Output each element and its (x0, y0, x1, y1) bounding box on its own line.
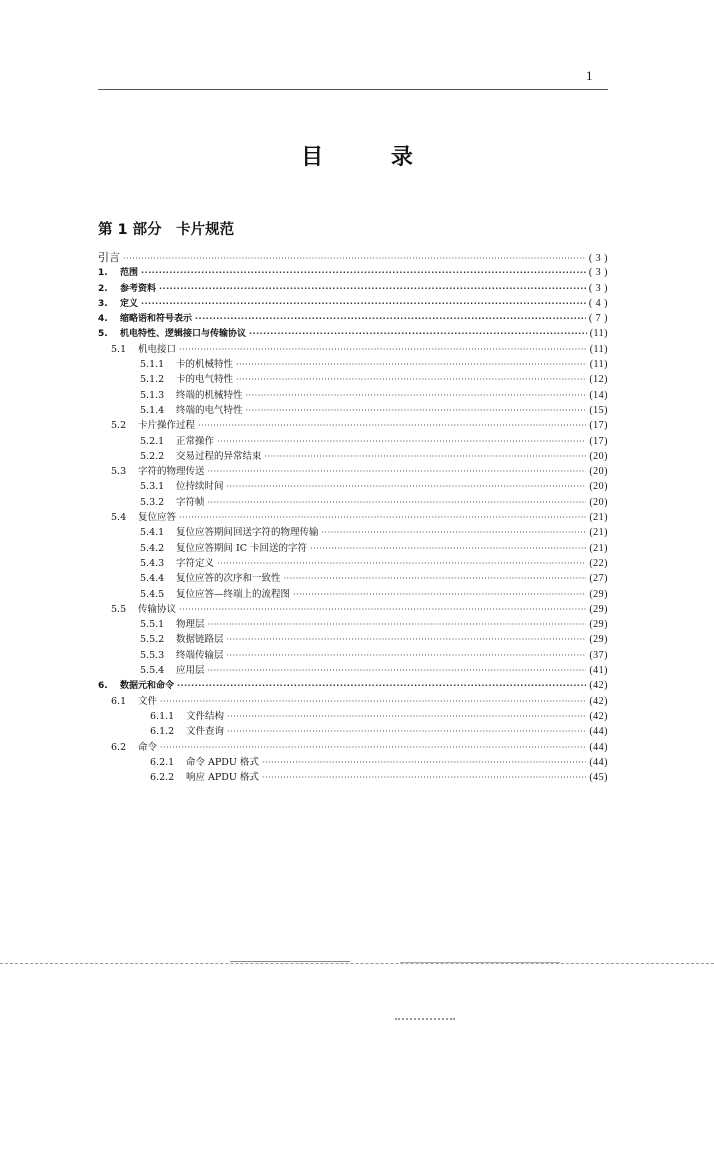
toc-entry (98, 464, 608, 479)
toc-entry-title: 字符定义 (176, 557, 215, 569)
toc-entry (98, 388, 608, 403)
toc-entry-page: (42) (589, 695, 608, 707)
toc-dot-leader (246, 403, 587, 418)
toc-entry-page: (17) (589, 420, 608, 432)
toc-entry-page: ( 7 ) (588, 313, 608, 325)
page-title: 目 录 (301, 145, 443, 170)
toc-entry-page: (12) (589, 374, 608, 386)
toc-entry-title: 正常操作 (176, 435, 215, 447)
toc-entry-page: (11) (589, 359, 608, 371)
toc-entry (98, 357, 608, 372)
toc-entry-title: 数据链路层 (176, 634, 224, 646)
toc-entry-page: ( 3 ) (588, 282, 608, 294)
toc-dot-leader (123, 251, 586, 266)
toc-entry-title: 复位应答期间 IC 卡回送的字符 (176, 542, 308, 554)
toc-entry (98, 418, 608, 433)
toc-entry (98, 678, 608, 693)
toc-entry-number: 5.5.3 (140, 649, 165, 661)
toc-entry-title: 参考资料 (120, 283, 157, 294)
toc-entry-title: 引言 (98, 251, 120, 264)
toc-entry-page: ( 4 ) (588, 297, 608, 309)
toc-entry (98, 479, 608, 494)
toc-dot-leader (179, 510, 586, 525)
toc-entry-title: 卡的机械特性 (176, 359, 234, 371)
toc-entry (98, 296, 608, 311)
toc-entry (98, 648, 608, 663)
toc-entry-number: 5. (98, 329, 108, 340)
toc-entry-title: 机电特性、逻辑接口与传输协议 (120, 329, 247, 340)
toc-entry-page: (22) (589, 557, 608, 569)
toc-entry-page: (11) (589, 328, 608, 340)
toc-entry-number: 2. (98, 283, 108, 294)
toc-entry-page: (21) (589, 542, 608, 554)
toc-entry-title: 文件结构 (186, 710, 225, 722)
toc-entry (98, 740, 608, 755)
toc-entry-page: (20) (589, 450, 608, 462)
toc-entry-page: (37) (589, 649, 608, 661)
toc-entry-page: ( 3 ) (588, 267, 608, 279)
toc-entry (98, 755, 608, 770)
toc-entry (98, 525, 608, 540)
footer-rule-segment (230, 961, 350, 962)
toc-dot-leader (179, 342, 587, 357)
toc-dot-leader (236, 372, 586, 387)
toc-entry (98, 632, 608, 647)
toc-entry-title: 命令 APDU 格式 (186, 756, 259, 768)
toc-entry-title: 交易过程的异常结束 (176, 450, 262, 462)
toc-entry-number: 5.3.2 (140, 496, 165, 508)
toc-dot-leader (208, 663, 587, 678)
toc-entry-title: 卡片操作过程 (138, 420, 196, 432)
toc-entry-number: 6.2.1 (150, 756, 175, 768)
toc-dot-leader (262, 755, 586, 770)
toc-dot-leader (141, 265, 586, 280)
toc-entry-title: 复位应答的次序和一致性 (176, 573, 281, 585)
toc-entry-title: 卡的电气特性 (176, 374, 234, 386)
toc-dot-leader (208, 617, 587, 632)
toc-dot-leader (293, 587, 586, 602)
part-heading: 第 1 部分 卡片规范 (98, 222, 235, 238)
toc-entry-number: 5.4 (111, 512, 127, 524)
toc-entry-number: 5.1.4 (140, 404, 165, 416)
toc-entry (98, 449, 608, 464)
table-of-contents (98, 250, 608, 785)
toc-dot-leader (160, 694, 586, 709)
toc-entry-number: 5.5.4 (140, 665, 165, 677)
toc-dot-leader (198, 418, 586, 433)
toc-entry (98, 281, 608, 296)
toc-entry-page: (17) (589, 435, 608, 447)
toc-entry-page: (20) (589, 496, 608, 508)
toc-dot-leader (227, 709, 586, 724)
page-number: 1 (586, 68, 593, 83)
toc-entry (98, 724, 608, 739)
toc-dot-leader (246, 388, 587, 403)
toc-entry-number: 5.3 (111, 466, 127, 478)
toc-entry-page: (44) (589, 741, 608, 753)
toc-entry-title: 复位应答—终端上的流程图 (176, 588, 291, 600)
toc-entry (98, 663, 608, 678)
toc-dot-leader (179, 602, 586, 617)
footer-rule-segment (400, 962, 560, 963)
toc-dot-leader (208, 495, 587, 510)
toc-dot-leader (322, 525, 587, 540)
toc-dot-leader (227, 632, 587, 647)
toc-entry-page: (14) (589, 389, 608, 401)
toc-dot-leader (195, 311, 586, 326)
toc-entry-number: 6.2.2 (150, 772, 175, 784)
toc-dot-leader (249, 326, 587, 341)
toc-entry-page: (42) (589, 680, 608, 692)
toc-entry (98, 265, 608, 280)
toc-entry-title: 终端的机械特性 (176, 389, 243, 401)
toc-entry (98, 541, 608, 556)
toc-entry (98, 709, 608, 724)
toc-entry-number: 5.4.3 (140, 557, 165, 569)
toc-entry-page: (41) (589, 665, 608, 677)
toc-entry-title: 机电接口 (138, 343, 177, 355)
toc-entry-page: (11) (589, 343, 608, 355)
toc-dot-leader (227, 648, 587, 663)
toc-entry-number: 5.1.1 (140, 359, 165, 371)
toc-entry-title: 复位应答期间回送字符的物理传输 (176, 527, 319, 539)
toc-entry-page: ( 3 ) (588, 253, 608, 264)
toc-entry-number: 5.1.3 (140, 389, 165, 401)
toc-dot-leader (227, 724, 586, 739)
toc-entry-number: 5.4.4 (140, 573, 165, 585)
toc-entry-number: 5.5.1 (140, 619, 165, 631)
toc-entry-title: 响应 APDU 格式 (186, 772, 259, 784)
toc-entry-page: (42) (589, 710, 608, 722)
toc-entry (98, 617, 608, 632)
toc-entry-number: 6. (98, 681, 108, 692)
toc-entry-number: 4. (98, 314, 108, 325)
toc-entry-number: 5.5.2 (140, 634, 165, 646)
toc-entry (98, 694, 608, 709)
toc-entry-page: (29) (589, 619, 608, 631)
toc-entry-number: 5.3.1 (140, 481, 165, 493)
toc-entry-number: 6.1.2 (150, 726, 175, 738)
toc-entry (98, 311, 608, 326)
toc-dot-leader (217, 434, 586, 449)
toc-entry (98, 342, 608, 357)
toc-entry-number: 5.1 (111, 343, 127, 355)
toc-entry-number: 5.4.1 (140, 527, 165, 539)
toc-entry-page: (29) (589, 634, 608, 646)
toc-entry (98, 587, 608, 602)
toc-entry-number: 5.4.2 (140, 542, 165, 554)
header-rule (98, 89, 608, 90)
toc-entry (98, 556, 608, 571)
toc-dot-leader (177, 678, 586, 693)
toc-entry-number: 6.1 (111, 695, 127, 707)
toc-entry-page: (44) (589, 726, 608, 738)
toc-entry-title: 文件查询 (186, 726, 225, 738)
toc-entry-title: 命令 (138, 741, 158, 753)
toc-entry (98, 770, 608, 785)
toc-entry (98, 495, 608, 510)
toc-entry (98, 403, 608, 418)
toc-entry (98, 326, 608, 341)
toc-entry-number: 5.5 (111, 603, 127, 615)
toc-entry-number: 5.2.2 (140, 450, 165, 462)
toc-dot-leader (160, 740, 586, 755)
toc-dot-leader (236, 357, 587, 372)
toc-entry-title: 字符的物理传送 (138, 466, 205, 478)
toc-dot-leader (159, 281, 586, 296)
toc-entry-title: 终端的电气特性 (176, 404, 243, 416)
toc-entry-page: (27) (589, 573, 608, 585)
toc-entry (98, 250, 608, 265)
toc-entry (98, 372, 608, 387)
toc-entry-title: 字符帧 (176, 496, 205, 508)
toc-entry-number: 6.2 (111, 741, 127, 753)
toc-entry-number: 5.2 (111, 420, 127, 432)
toc-entry-number: 6.1.1 (150, 710, 175, 722)
toc-entry-page: (29) (589, 588, 608, 600)
toc-entry-number: 5.1.2 (140, 374, 165, 386)
toc-entry-page: (20) (589, 481, 608, 493)
toc-entry (98, 434, 608, 449)
toc-entry-page: (20) (589, 466, 608, 478)
toc-dot-leader (217, 556, 586, 571)
toc-entry-title: 文件 (138, 695, 158, 707)
toc-dot-leader (262, 770, 586, 785)
toc-entry (98, 571, 608, 586)
toc-entry (98, 510, 608, 525)
toc-entry-page: (44) (589, 756, 608, 768)
toc-dot-leader (310, 541, 586, 556)
toc-dot-leader (284, 571, 587, 586)
toc-dot-leader (227, 479, 587, 494)
toc-entry-title: 定义 (120, 298, 139, 309)
toc-entry-number: 5.4.5 (140, 588, 165, 600)
toc-entry-title: 位持续时间 (176, 481, 224, 493)
toc-entry (98, 602, 608, 617)
toc-entry-page: (29) (589, 603, 608, 615)
toc-entry-title: 范围 (120, 268, 139, 279)
toc-entry-title: 缩略语和符号表示 (120, 314, 193, 325)
toc-entry-page: (15) (589, 404, 608, 416)
toc-entry-page: (21) (589, 527, 608, 539)
toc-entry-title: 传输协议 (138, 603, 177, 615)
toc-dot-leader (141, 296, 586, 311)
toc-entry-number: 1. (98, 268, 108, 279)
toc-entry-title: 数据元和命令 (120, 681, 175, 692)
toc-entry-number: 5.2.1 (140, 435, 165, 447)
toc-entry-title: 复位应答 (138, 512, 177, 524)
toc-entry-page: (45) (589, 772, 608, 784)
footer-rule (0, 963, 714, 964)
toc-entry-page: (21) (589, 512, 608, 524)
toc-dot-leader (208, 464, 587, 479)
toc-entry-title: 物理层 (176, 619, 205, 631)
scan-marks (395, 1018, 455, 1020)
toc-entry-title: 应用层 (176, 665, 205, 677)
toc-dot-leader (265, 449, 587, 464)
toc-entry-title: 终端传输层 (176, 649, 224, 661)
toc-entry-number: 3. (98, 298, 108, 309)
